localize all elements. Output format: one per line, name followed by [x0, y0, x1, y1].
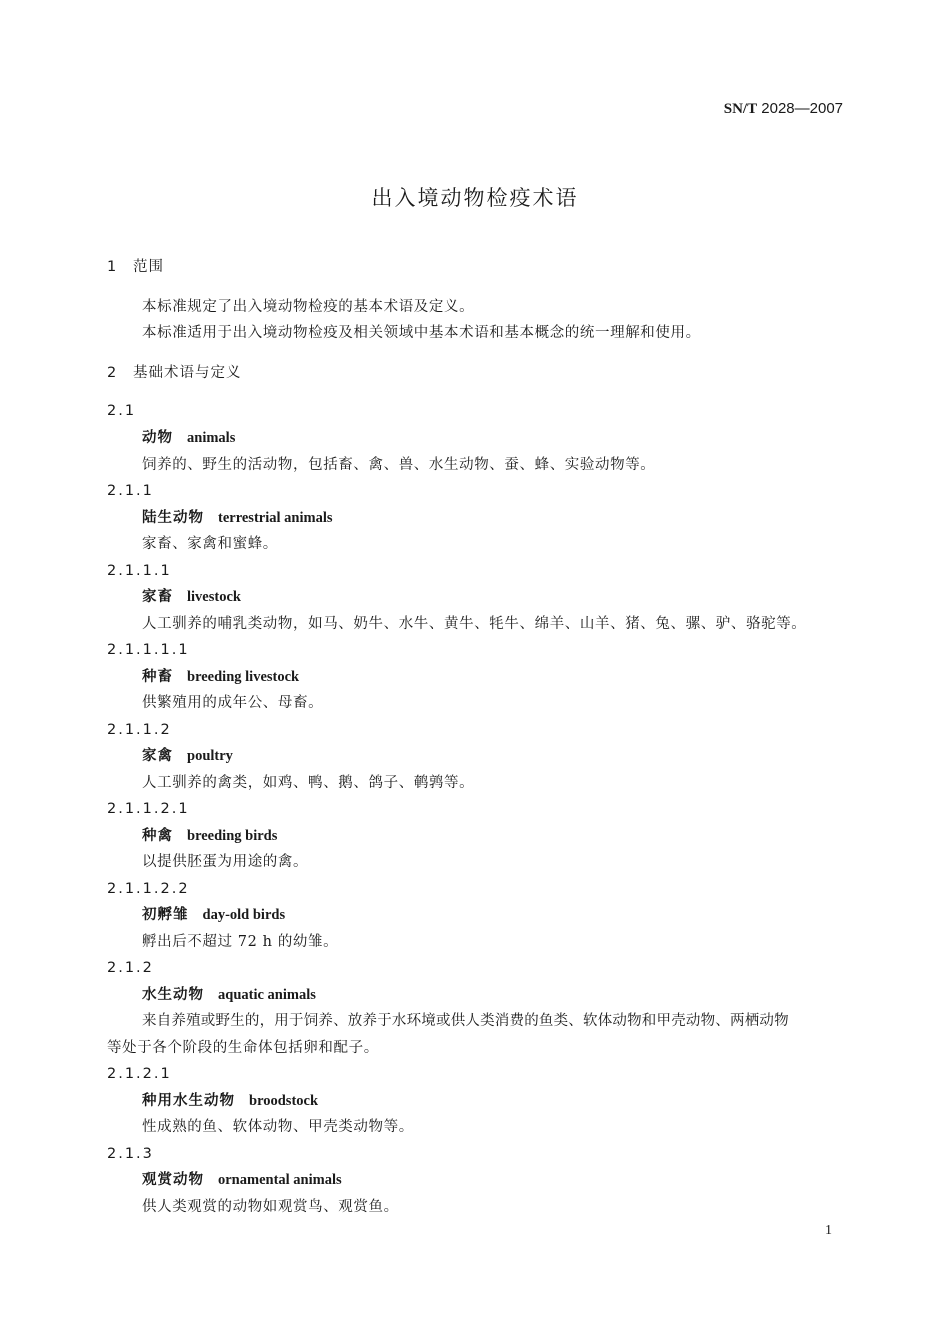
term-zh: 种畜 [142, 669, 173, 685]
term-en: livestock [187, 589, 241, 605]
term-number: 2.1.1.1.1 [107, 642, 190, 658]
term-entry [142, 586, 241, 608]
term-number: 2.1.2 [107, 960, 154, 976]
term-en: breeding livestock [187, 669, 300, 685]
term-number: 2.1.1.1 [107, 563, 172, 579]
term-definition: 以提供胚蛋为用途的禽。 [142, 854, 309, 870]
term-entry [142, 427, 235, 449]
term-en: animals [187, 430, 236, 446]
term-zh: 家禽 [142, 748, 173, 764]
term-zh: 观赏动物 [142, 1172, 204, 1188]
term-definition: 孵出后不超过 72 h 的幼雏。 [142, 934, 339, 950]
term-zh: 种禽 [142, 828, 173, 844]
term-definition: 饲养的、野生的活动物，包括畜、禽、兽、水生动物、蚕、蜂、实验动物等。 [142, 457, 656, 473]
term-entry [142, 745, 233, 767]
term-definition: 供繁殖用的成年公、母畜。 [142, 695, 324, 711]
term-entry [142, 904, 285, 926]
standard-prefix: SN/T [723, 101, 758, 117]
term-en: terrestrial animals [218, 510, 333, 526]
section-2-heading [0, 362, 950, 384]
term-number: 2.1.3 [107, 1146, 154, 1162]
term-definition: 家畜、家禽和蜜蜂。 [142, 536, 278, 552]
term-en: broodstock [249, 1093, 319, 1109]
term-zh: 家畜 [142, 589, 173, 605]
term-en: breeding birds [187, 828, 278, 844]
term-zh: 种用水生动物 [142, 1093, 235, 1109]
term-definition: 性成熟的鱼、软体动物、甲壳类动物等。 [142, 1119, 414, 1135]
term-en: day-old birds [202, 907, 286, 923]
section-1-heading [0, 256, 950, 278]
section-number: 1 [107, 259, 117, 275]
term-number: 2.1.1.2.2 [107, 881, 190, 897]
term-entry [142, 984, 316, 1006]
term-zh: 水生动物 [142, 987, 204, 1003]
paragraph: 本标准规定了出入境动物检疫的基本术语及定义。 [142, 299, 475, 315]
term-entry [142, 1090, 318, 1112]
standard-number: 2028—2007 [757, 100, 843, 117]
term-definition: 人工驯养的禽类，如鸡、鸭、鹅、鸽子、鹌鹑等。 [142, 775, 475, 791]
term-entry [142, 507, 333, 529]
term-en: ornamental animals [218, 1172, 342, 1188]
term-number: 2.1.1 [107, 483, 154, 499]
standard-code [724, 100, 843, 118]
term-en: poultry [187, 748, 233, 764]
term-entry [142, 825, 277, 847]
term-en: aquatic animals [218, 987, 316, 1003]
term-entry [142, 1169, 342, 1191]
term-definition: 供人类观赏的动物如观赏鸟、观赏鱼。 [142, 1199, 399, 1215]
section-number: 2 [107, 365, 117, 381]
term-entry [142, 666, 299, 688]
term-number: 2.1 [107, 403, 137, 419]
term-zh: 陆生动物 [142, 510, 204, 526]
term-zh: 动物 [142, 430, 173, 446]
term-number: 2.1.1.2.1 [107, 801, 190, 817]
term-definition: 来自养殖或野生的，用于饲养、放养于水环境或供人类消费的鱼类、软体动物和甲壳动物、两栖动物 [142, 1013, 789, 1029]
term-definition-cont: 等处于各个阶段的生命体包括卵和配子。 [107, 1040, 379, 1056]
term-number: 2.1.2.1 [107, 1066, 172, 1082]
term-definition: 人工驯养的哺乳类动物，如马、奶牛、水牛、黄牛、牦牛、绵羊、山羊、猪、兔、骡、驴、骆驼等。 [142, 616, 807, 632]
document-title: 出入境动物检疫术语 [371, 186, 579, 210]
section-title: 范围 [133, 259, 164, 275]
section-title: 基础术语与定义 [133, 365, 242, 381]
term-number: 2.1.1.2 [107, 722, 172, 738]
page-number: 1 [825, 1223, 832, 1238]
term-zh: 初孵雏 [142, 907, 189, 923]
paragraph: 本标准适用于出入境动物检疫及相关领域中基本术语和基本概念的统一理解和使用。 [142, 325, 701, 341]
